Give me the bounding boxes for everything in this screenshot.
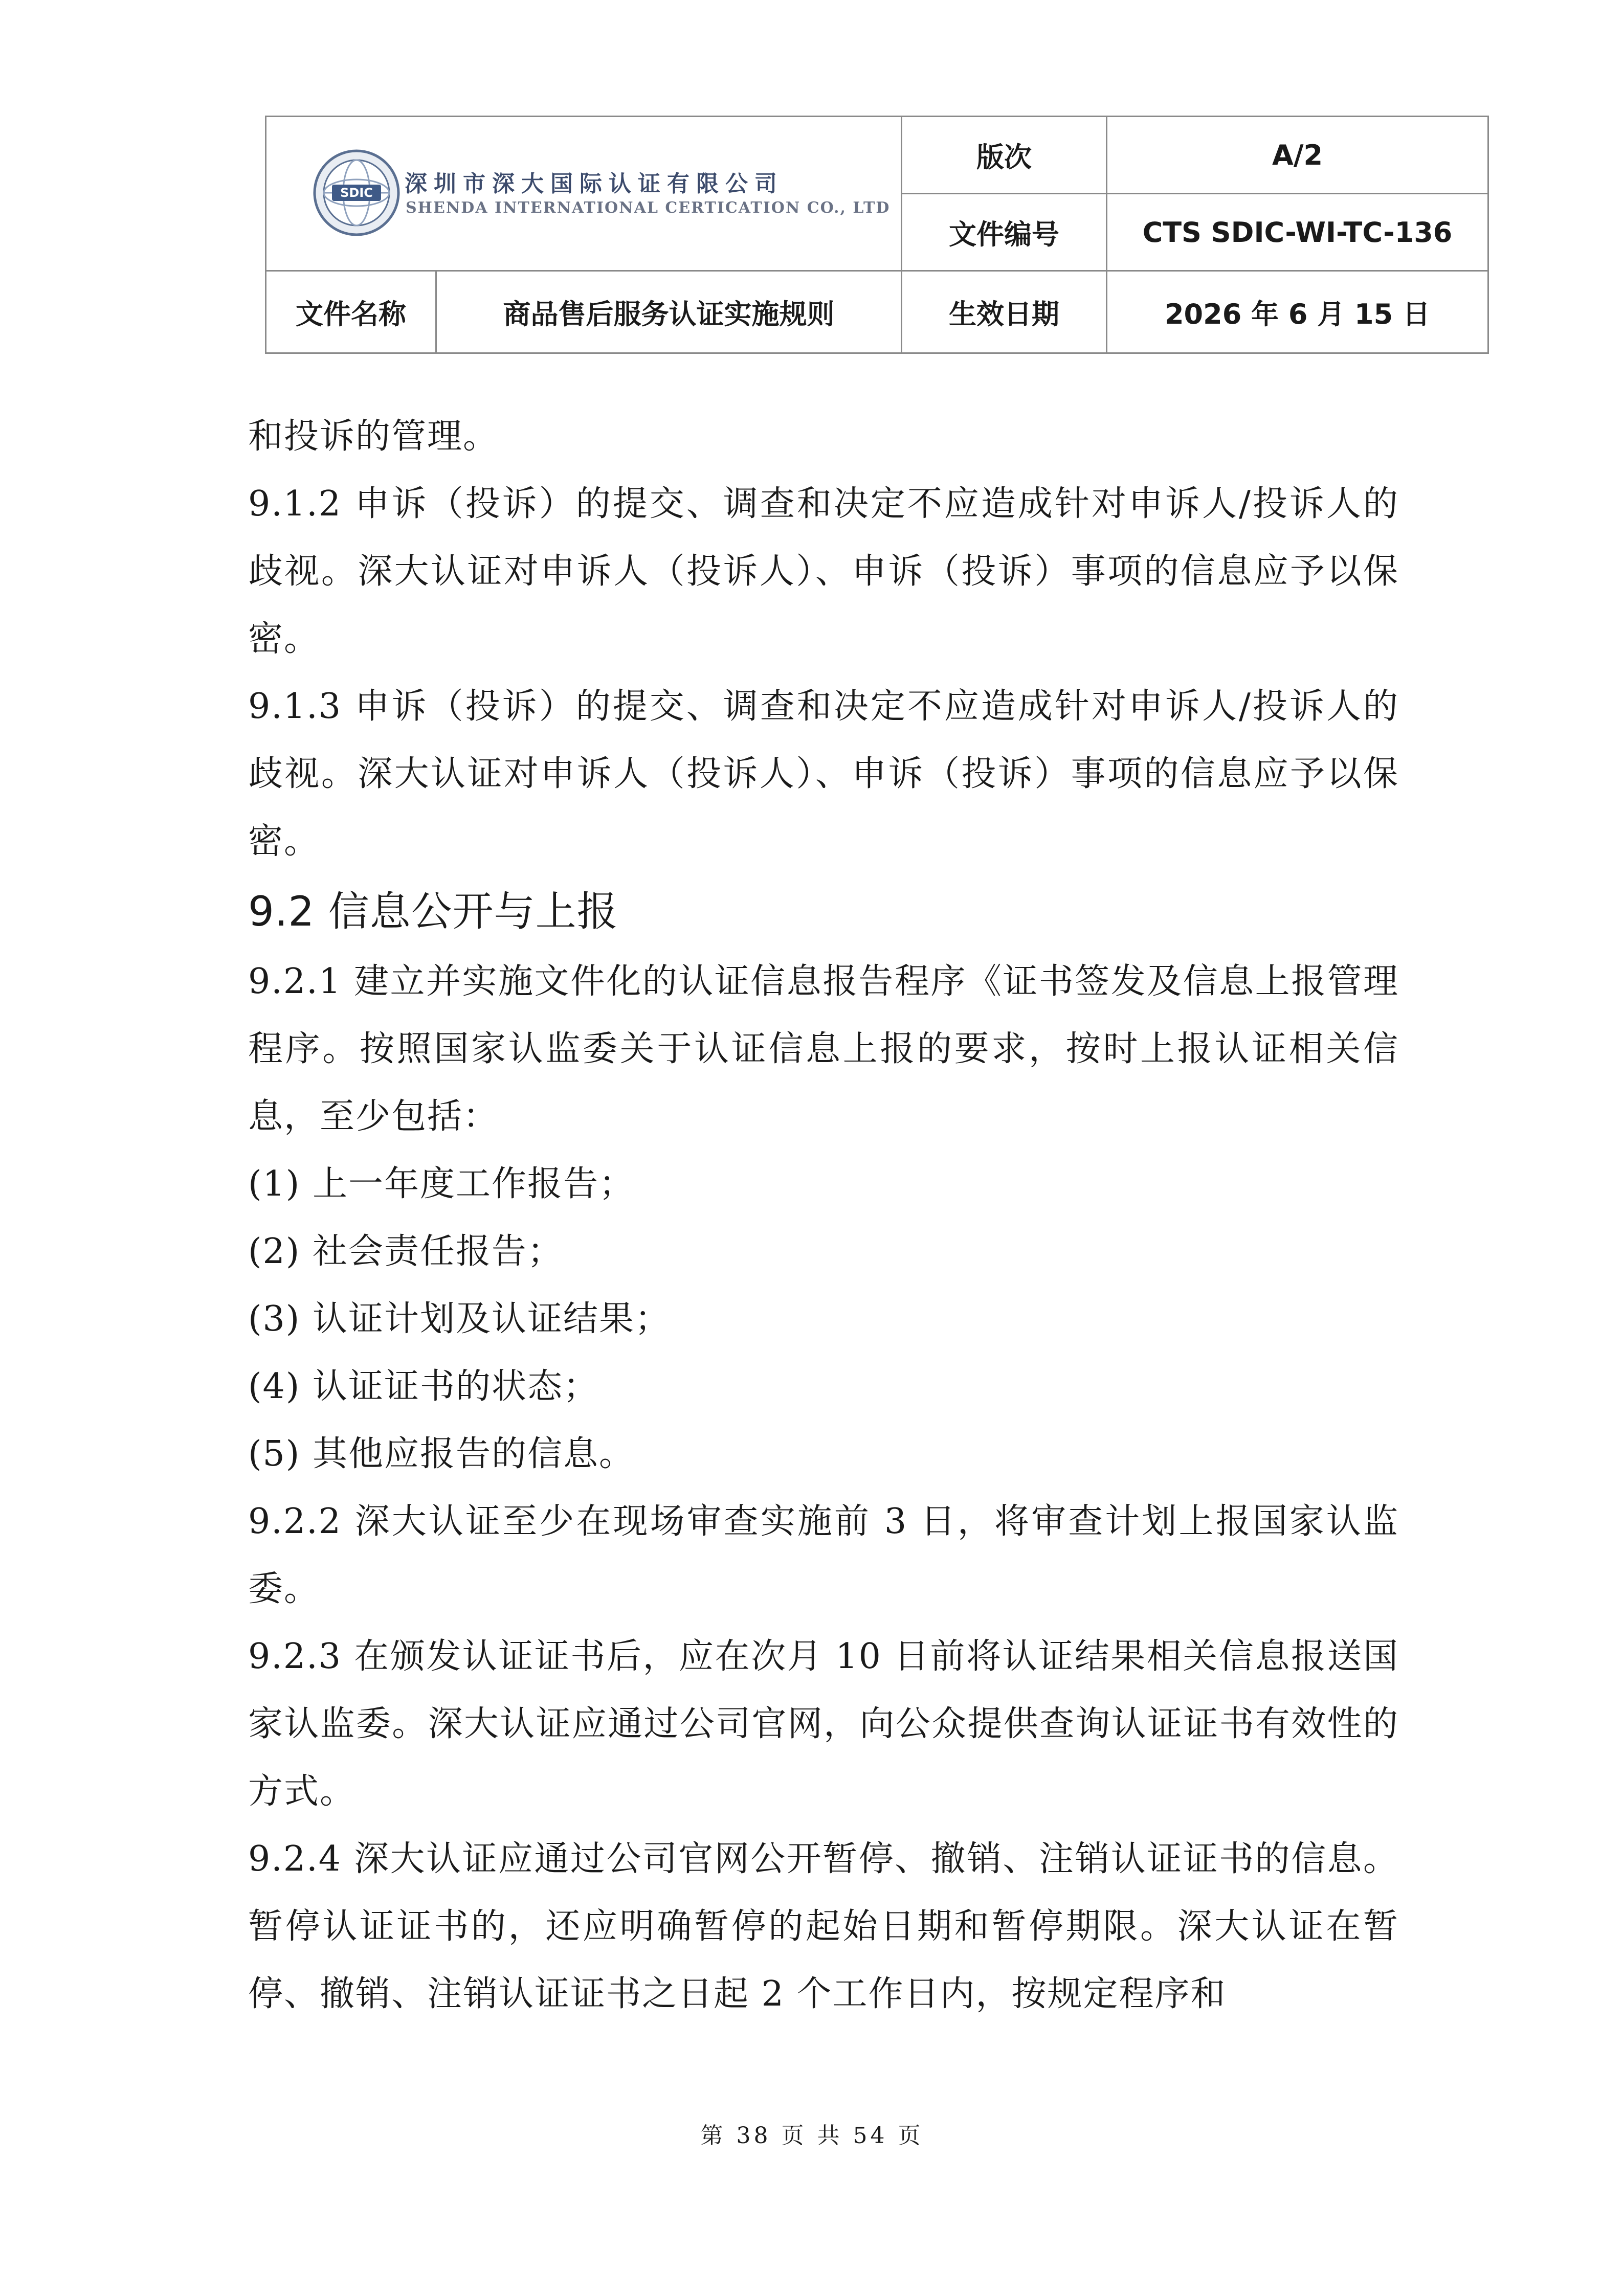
list-item: (5) 其他应报告的信息。 — [248, 1434, 635, 1474]
paragraph-9-2-4: 9.2.4 深大认证应通过公司官网公开暂停、撤销、注销认证证书的信息。暂停认证证书的，还应明确暂停的起始日期和暂停期限。深大认证在暂停、撤销、注销认证证书之日起 2 个工作日内，按规定程序和 — [248, 1839, 1399, 2014]
doc-name-label: 文件名称 — [266, 271, 436, 353]
version-label: 版次 — [902, 117, 1107, 194]
paragraph-9-2-1: 9.2.1 建立并实施文件化的认证信息报告程序《证书签发及信息上报管理程序。按照国家认监委关于认证信息上报的要求，按时上报认证相关信息，至少包括： — [248, 961, 1399, 1137]
company-name-cn: 深圳市深大国际认证有限公司 — [405, 171, 784, 197]
version-value: A/2 — [1107, 117, 1488, 194]
company-logo-cell — [266, 117, 902, 271]
paragraph-9-2-3: 9.2.3 在颁发认证证书后，应在次月 10 日前将认证结果相关信息报送国家认监委。深大认证应通过公司官网，向公众提供查询认证证书有效性的方式。 — [248, 1636, 1399, 1812]
section-heading-9-2: 9.2 信息公开与上报 — [248, 888, 618, 935]
paragraph-9-1-3: 9.1.3 申诉（投诉）的提交、调查和决定不应造成针对申诉人/投诉人的歧视。深大认证对申诉人（投诉人）、申诉（投诉）事项的信息应予以保密。 — [248, 686, 1399, 862]
company-logo — [313, 149, 901, 241]
document-header-table — [265, 116, 1489, 354]
logo-badge-text: SDIC — [340, 186, 373, 200]
list-item: (2) 社会责任报告； — [248, 1231, 563, 1272]
doc-name-value: 商品售后服务认证实施规则 — [436, 271, 902, 353]
page-number: 第 38 页 共 54 页 — [700, 2123, 924, 2149]
document-body — [248, 403, 1399, 2028]
paragraph-9-1-2: 9.1.2 申诉（投诉）的提交、调查和决定不应造成针对申诉人/投诉人的歧视。深大认证对申诉人（投诉人）、申诉（投诉）事项的信息应予以保密。 — [248, 484, 1399, 659]
list-item: (4) 认证证书的状态； — [248, 1366, 599, 1407]
list-item: (1) 上一年度工作报告； — [248, 1164, 635, 1204]
paragraph-9-2-2: 9.2.2 深大认证至少在现场审查实施前 3 日，将审查计划上报国家认监委。 — [248, 1501, 1399, 1609]
sdic-seal-icon — [313, 149, 401, 237]
effective-date-label: 生效日期 — [902, 271, 1107, 353]
company-name-en: SHENDA INTERNATIONAL CERTICATION CO., LTD — [406, 199, 891, 217]
list-item: (3) 认证计划及认证结果； — [248, 1299, 671, 1339]
effective-date-value: 2026 年 6 月 15 日 — [1107, 271, 1488, 353]
doc-number-value: CTS SDIC-WI-TC-136 — [1107, 194, 1488, 271]
doc-number-label: 文件编号 — [902, 194, 1107, 271]
paragraph-continuation: 和投诉的管理。 — [248, 416, 499, 457]
